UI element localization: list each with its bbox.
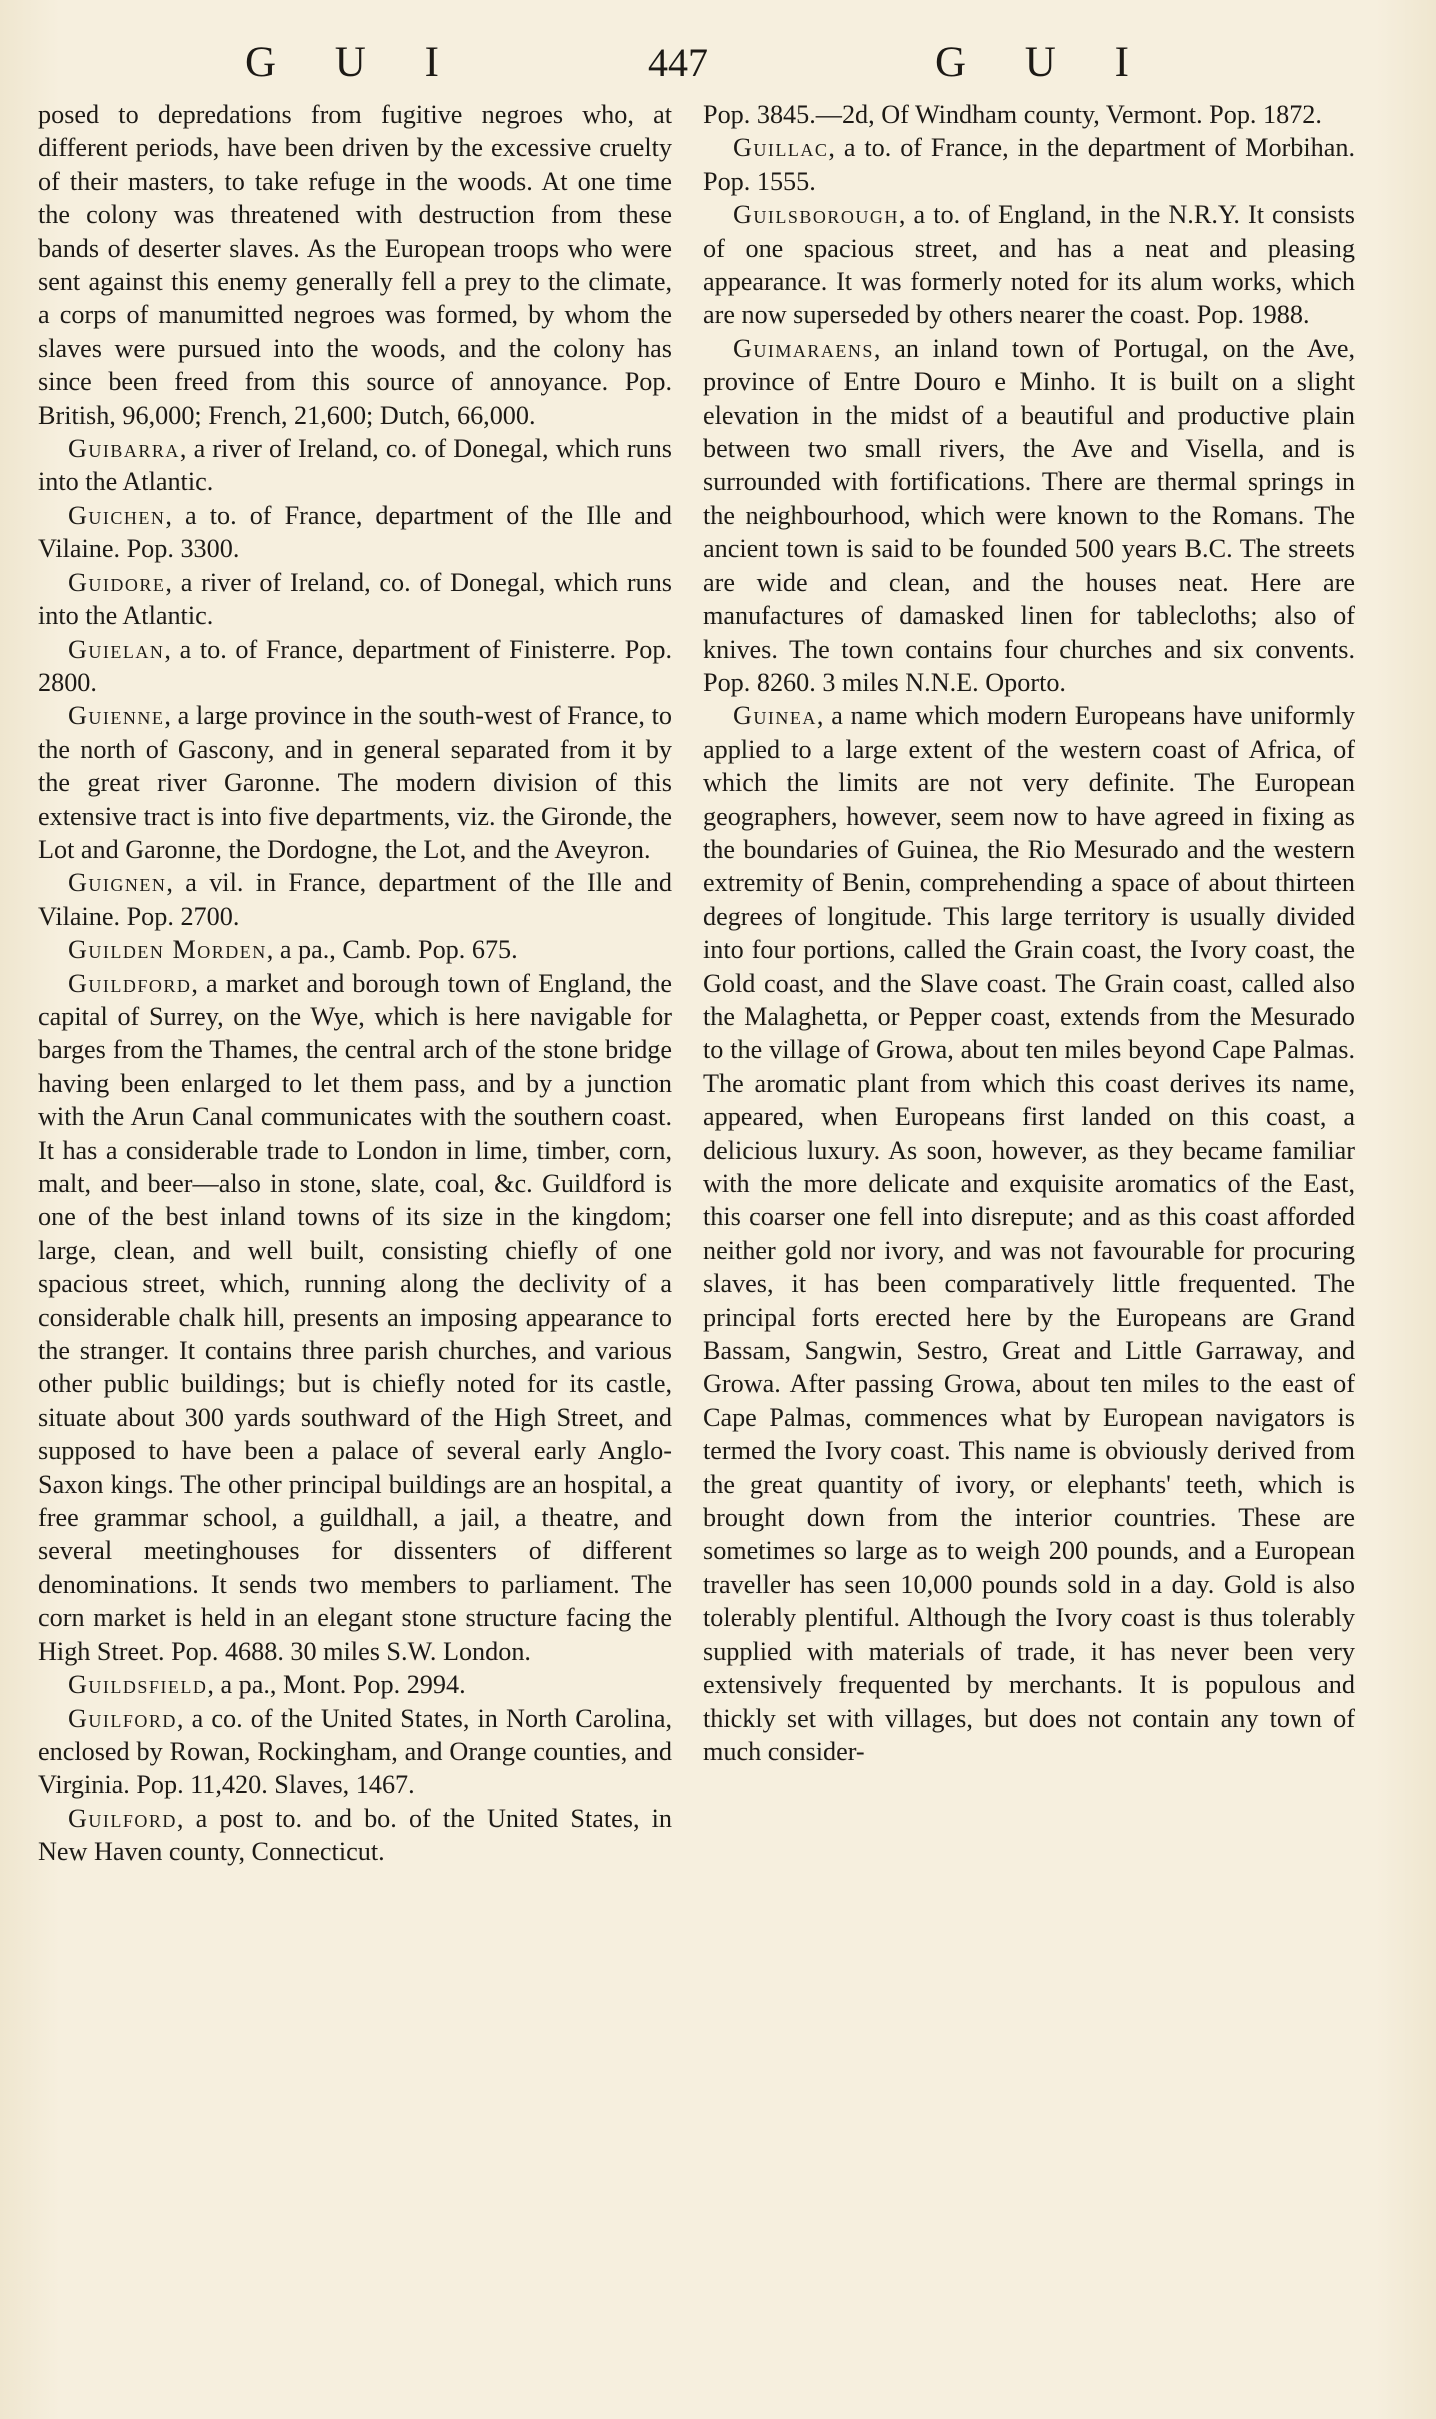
running-header (0, 38, 1436, 88)
gazetteer-entry: Guimaraens, an inland town of Portugal, on the Ave, province of Entre Douro e Minho. It is built on a slight elevation in the midst of a beautiful and productive plain between two small rivers, the Ave and Visella, and is surrounded with fortifications. There are thermal springs in the neighbourhood, which were known to the Romans. The ancient town is said to be founded 500 years B.C. The streets are wide and clean, and the houses neat. Here are manufactures of damasked linen for tablecloths; also of knives. The town contains four churches and six convents. Pop. 8260. 3 miles N.N.E. Oporto. (703, 333, 1356, 697)
entry-headword: Guidore (68, 567, 166, 597)
gazetteer-entry: Guilsborough, a to. of England, in the N.R.Y. It consists of one spacious street, and has a neat and pleasing appearance. It was formerly noted for its alum works, which are now superseded by others nearer the coast. Pop. 1988. (703, 200, 1355, 330)
right-column (703, 98, 1355, 1768)
entry-text: a vil. in France, department of the Ille and Vilaine. Pop. 2700. (38, 868, 672, 931)
entry-text: a river of Ireland, co. of Donegal, which runs into the Atlantic. (38, 434, 672, 497)
entry-headword: Guildford (68, 968, 192, 998)
entry-headword: Guielan (68, 634, 165, 664)
entry-text: an inland town of Portugal, on the Ave, province of Entre Douro e Minho. It is built on a slight elevation in the midst of a beautiful and productive plain between two small rivers, the Ave and Visella, and is surrounded with fortifications. There are thermal springs in the neighbourhood, which were known to the Romans. The ancient town is said to be founded 500 years B.C. The streets are wide and clean, and the houses neat. Here are manufactures of damasked linen for tablecloths; also of knives. The town contains four churches and six convents. Pop. 8260. 3 miles N.N.E. Oporto. (703, 333, 1356, 697)
entry-headword: Guildsfield (68, 1670, 208, 1700)
entry-text: a river of Ireland, co. of Donegal, which runs into the Atlantic. (38, 567, 672, 631)
gazetteer-entry: Guildsfield, a pa., Mont. Pop. 2994. (68, 1670, 466, 1700)
entry-headword: Guienne (68, 701, 165, 731)
entry-headword: Guilford (68, 1703, 177, 1733)
header-guide-word-right: G U I (935, 39, 1153, 86)
gazetteer-entry: Guildford, a market and borough town of England, the capital of Surrey, on the Wye, which is here navigable for barges from the Thames, the central arch of the stone bridge having been enlarged to let them pass, and by a junction with the Arun Canal communicates with the southern coast. It has a considerable trade to London in lime, timber, corn, malt, and beer—also in stone, slate, coal, &c. Guildford is one of the best inland towns of its size in the kingdom; large, clean, and well built, consisting chiefly of one spacious street, which, running along the declivity of a considerable chalk hill, presents an imposing appearance to the stranger. It contains three parish churches, and various other public buildings; but is chiefly noted for its castle, situate about 300 yards southward of the High Street, and supposed to have been a palace of several early Anglo-Saxon kings. The other principal buildings are an hospital, a free grammar school, a guildhall, a jail, a theatre, and several meetinghouses for dissenters of different denominations. It sends two members to parliament. The corn market is held in an elegant stone structure facing the High Street. Pop. 4688. 30 miles S.W. London. (38, 968, 672, 1666)
entry-headword: Guignen (68, 868, 167, 898)
entry-headword: Guilford (68, 1803, 177, 1833)
entry-text: a name which modern Europeans have uniformly applied to a large extent of the western coast of Africa, of which the limits are not very definite. The European geographers, however, seem now to have agreed in fixing as the boundaries of Guinea, the Rio Mesurado and the western extremity of Benin, comprehending a space of about thirteen degrees of longitude. This large territory is usually divided into four portions, called the Grain coast, the Ivory coast, the Gold coast, and the Slave coast. The Grain coast, called also the Malaghetta, or Pepper coast, extends from the Mesurado to the village of Growa, about ten miles beyond Cape Palmas. The aromatic plant from which this coast derives its name, appeared, when Europeans first landed on this coast, a delicious luxury. As soon, however, as they became familiar with the more delicate and exquisite aromatics of the East, this coarser one fell into disrepute; and as this coast afforded neither gold nor ivory, and was not favourable for procuring slaves, it has been comparatively little frequented. The principal forts erected here by the Europeans are Grand Bassam, Sangwin, Sestro, Great and Little Garraway, and Growa. After passing Growa, about ten miles to the east of Cape Palmas, commences what by European navigators is termed the Ivory coast. This name is obviously derived from the great quantity of ivory, or elephants' teeth, which is brought down from the interior countries. These are sometimes so large as to weigh 200 pounds, and a European traveller has seen 10,000 pounds sold in a day. Gold is also tolerably plentiful. Although the Ivory coast is thus tolerably supplied with materials of trade, it has never been very extensively frequented by merchants. It is populous and thickly set with villages, but does not contain any town of much consider- (703, 701, 1356, 1766)
gazetteer-entry: Guinea, a name which modern Europeans have uniformly applied to a large extent of the western coast of Africa, of which the limits are not very definite. The European geographers, however, seem now to have agreed in fixing as the boundaries of Guinea, the Rio Mesurado and the western extremity of Benin, comprehending a space of about thirteen degrees of longitude. This large territory is usually divided into four portions, called the Grain coast, the Ivory coast, the Gold coast, and the Slave coast. The Grain coast, called also the Malaghetta, or Pepper coast, extends from the Mesurado to the village of Growa, about ten miles beyond Cape Palmas. The aromatic plant from which this coast derives its name, appeared, when Europeans first landed on this coast, a delicious luxury. As soon, however, as they became familiar with the more delicate and exquisite aromatics of the East, this coarser one fell into disrepute; and as this coast afforded neither gold nor ivory, and was not favourable for procuring slaves, it has been comparatively little frequented. The principal forts erected here by the Europeans are Grand Bassam, Sangwin, Sestro, Great and Little Garraway, and Growa. After passing Growa, about ten miles to the east of Cape Palmas, commences what by European navigators is termed the Ivory coast. This name is obviously derived from the great quantity of ivory, or elephants' teeth, which is brought down from the interior countries. These are sometimes so large as to weigh 200 pounds, and a European traveller has seen 10,000 pounds sold in a day. Gold is also tolerably plentiful. Although the Ivory coast is thus tolerably supplied with materials of trade, it has never been very extensively frequented by merchants. It is populous and thickly set with villages, but does not contain any town of much consider- (703, 701, 1356, 1766)
gazetteer-entry: Guillac, a to. of France, in the department of Morbihan. Pop. 1555. (703, 133, 1355, 196)
entry-text: a to. of France, department of the Ille and Vilaine. Pop. 3300. (38, 500, 673, 564)
gazetteer-entry: Guichen, a to. of France, department of the Ille and Vilaine. Pop. 3300. (38, 500, 673, 564)
gazetteer-entry: Guielan, a to. of France, department of Finisterre. Pop. 2800. (38, 634, 673, 697)
gazetteer-entry: Guilford, a post to. and bo. of the United States, in New Haven county, Connecticut. (38, 1803, 672, 1867)
page-number: 447 (648, 40, 708, 85)
gazetteer-entry: Guibarra, a river of Ireland, co. of Donegal, which runs into the Atlantic. (38, 434, 672, 497)
entry-headword: Guilden Morden (68, 935, 267, 965)
entry-text: a pa., Camb. Pop. 675. (279, 935, 518, 965)
gazetteer-entry: Guignen, a vil. in France, department of the Ille and Vilaine. Pop. 2700. (38, 868, 672, 931)
entry-text: a to. of France, department of Finisterre. Pop. 2800. (38, 634, 673, 697)
entry-headword: Guilsborough (733, 200, 899, 230)
continuation-paragraph: Pop. 3845.—2d, Of Windham county, Vermont. Pop. 1872. (703, 100, 1322, 129)
entry-text: a pa., Mont. Pop. 2994. (220, 1670, 466, 1700)
entry-text: a co. of the United States, in North Carolina, enclosed by Rowan, Rockingham, and Orange counties, and Virginia. Pop. 11,420. Slaves, 1467. (38, 1703, 672, 1800)
gazetteer-entry: Guilford, a co. of the United States, in North Carolina, enclosed by Rowan, Rockingham, and Orange counties, and Virginia. Pop. 11,420. Slaves, 1467. (38, 1703, 672, 1800)
entry-headword: Guinea (733, 701, 817, 731)
entry-headword: Guimaraens (733, 333, 874, 363)
entry-text: a large province in the south-west of France, to the north of Gascony, and in general separated from it by the great river Garonne. The modern division of this extensive tract is into five departments, viz. the Gironde, the Lot and Garonne, the Dordogne, the Lot, and the Aveyron. (38, 701, 673, 864)
entry-text: a market and borough town of England, the capital of Surrey, on the Wye, which is here navigable for barges from the Thames, the central arch of the stone bridge having been enlarged to let them pass, and by a junction with the Arun Canal communicates with the southern coast. It has a considerable trade to London in lime, timber, corn, malt, and beer—also in stone, slate, coal, &c. Guildford is one of the best inland towns of its size in the kingdom; large, clean, and well built, consisting chiefly of one spacious street, which, running along the declivity of a considerable chalk hill, presents an imposing appearance to the stranger. It contains three parish churches, and various other public buildings; but is chiefly noted for its castle, situate about 300 yards southward of the High Street, and supposed to have been a palace of several early Anglo-Saxon kings. The other principal buildings are an hospital, a free grammar school, a guildhall, a jail, a theatre, and several meetinghouses for dissenters of different denominations. It sends two members to parliament. The corn market is held in an elegant stone structure facing the High Street. Pop. 4688. 30 miles S.W. London. (38, 968, 672, 1666)
gazetteer-entry: Guilden Morden, a pa., Camb. Pop. 675. (68, 935, 518, 965)
continuation-paragraph: posed to depredations from fugitive negroes who, at different periods, have been driven by the excessive cruelty of their masters, to take refuge in the woods. At one time the colony was threatened with destruction from these bands of deserter slaves. As the European troops who were sent against this enemy generally fell a prey to the climate, a corps of manumitted negroes was formed, by whom the slaves were pursued into the woods, and the colony has since been freed from this source of annoyance. Pop. British, 96,000; French, 21,600; Dutch, 66,000. (38, 100, 672, 430)
entry-text: a to. of England, in the N.R.Y. It consists of one spacious street, and has a neat and pleasing appearance. It was formerly noted for its alum works, which are now superseded by others nearer the coast. Pop. 1988. (703, 200, 1355, 330)
gazetteer-entry: Guidore, a river of Ireland, co. of Donegal, which runs into the Atlantic. (38, 567, 672, 631)
left-column (38, 98, 672, 1869)
entry-headword: Guichen (68, 500, 166, 530)
entry-headword: Guibarra (68, 434, 180, 464)
entry-headword: Guillac (733, 133, 829, 163)
gazetteer-entry: Guienne, a large province in the south-west of France, to the north of Gascony, and in general separated from it by the great river Garonne. The modern division of this extensive tract is into five departments, viz. the Gironde, the Lot and Garonne, the Dordogne, the Lot, and the Aveyron. (38, 701, 673, 864)
header-guide-word-left: G U I (245, 39, 463, 86)
entry-text: a to. of France, in the department of Morbihan. Pop. 1555. (703, 133, 1355, 196)
entry-text: a post to. and bo. of the United States, in New Haven county, Connecticut. (38, 1803, 672, 1867)
